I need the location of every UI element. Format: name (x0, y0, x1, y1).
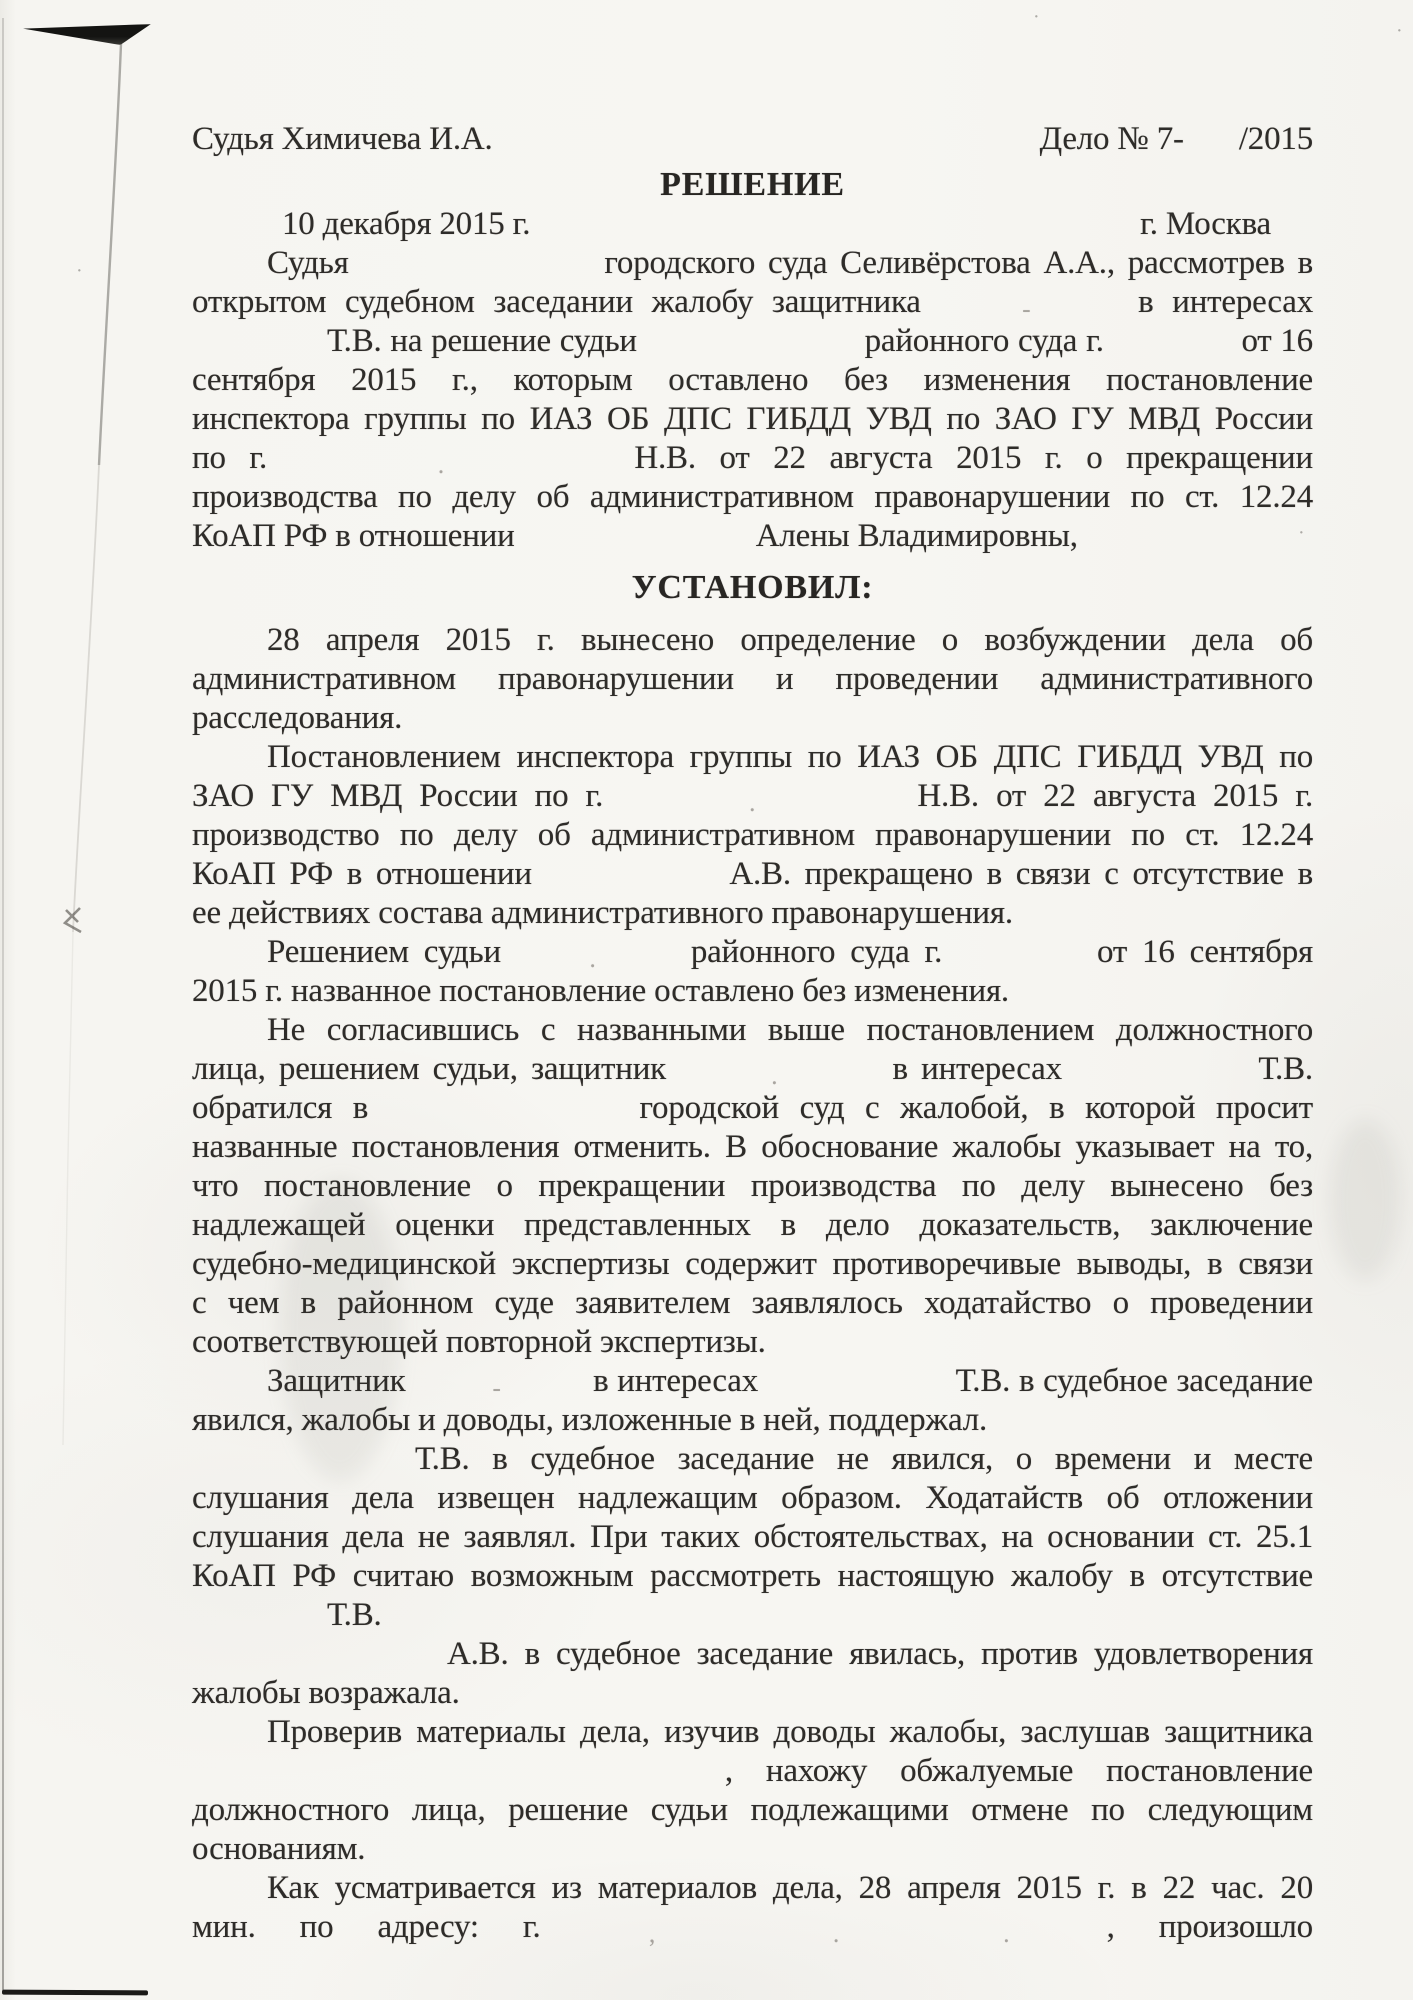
text-segment: районного суда г. (690, 934, 943, 970)
text-segment: КоАП РФ в отношении (192, 518, 515, 554)
text-segment: сентября 2015 г., которым оставлено без изменения постановление (192, 362, 1313, 398)
text-segment: жалобы возражала. (192, 1675, 460, 1711)
text-line (192, 1557, 1313, 1596)
text-segment: в интересах (593, 1363, 758, 1399)
scan-bottom-edge-artifact (2, 1990, 148, 1996)
text-segment: по г. (192, 440, 268, 476)
text-line (192, 1245, 1313, 1284)
text-line (192, 1206, 1313, 1245)
case-number-suffix: /2015 (1238, 121, 1313, 157)
text-segment: Н.В. от 22 августа 2015 г. о прекращении (634, 440, 1313, 476)
text-line (192, 1635, 1313, 1674)
text-segment: слушания дела не заявлял. При таких обстоятельствах, на основании ст. 25.1 (192, 1519, 1313, 1555)
text-segment: КоАП РФ считаю возможным рассмотреть настоящую жалобу в отсутствие (192, 1558, 1313, 1594)
text-segment: Постановлением инспектора группы по ИАЗ ОБ ДПС ГИБДД УВД по (267, 739, 1313, 775)
text-line (192, 361, 1313, 400)
text-line (192, 1596, 1313, 1635)
text-line (192, 283, 1313, 322)
redaction-gap (516, 946, 676, 973)
text-segment: инспектора группы по ИАЗ ОБ ДПС ГИБДД УВД по ЗАО ГУ МВД России (192, 401, 1313, 437)
redaction-mark: - (492, 1375, 501, 1402)
redaction-gap (1184, 147, 1239, 149)
paragraph (192, 1362, 1313, 1440)
resolution-heading: УСТАНОВИЛ: (631, 569, 874, 606)
redaction-gap (646, 349, 856, 351)
text-segment: с чем в районном суде заявителем заявлялось ходатайство о проведении (192, 1285, 1313, 1321)
decision-city: г. Москва (1140, 206, 1271, 242)
text-line (192, 738, 1313, 777)
text-line (192, 972, 1313, 1011)
text-segment: Алены Владимировны, (755, 518, 1078, 554)
paragraph (192, 1713, 1313, 1869)
paragraph (192, 738, 1313, 933)
text-segment: судебно-медицинской экспертизы содержит противоречивые выводы, в связи (192, 1246, 1313, 1282)
document-title: РЕШЕНИЕ (660, 166, 845, 203)
text-segment: явился, жалобы и доводы, изложенные в ней, поддержал. (192, 1402, 988, 1438)
text-line (192, 660, 1313, 699)
text-segment: открытом судебном заседании жалобу защитника (192, 284, 921, 320)
text-segment: соответствующей повторной экспертизы. (192, 1324, 766, 1360)
redaction-mark: . (771, 1063, 778, 1090)
paragraph (192, 621, 1313, 738)
redaction-mark: . (437, 452, 445, 479)
redaction-gap (1075, 1077, 1245, 1079)
text-segment: мин. по адресу: г. (192, 1909, 541, 1945)
redaction-gap (957, 960, 1082, 962)
redaction-gap (953, 1921, 1063, 1948)
redaction-gap (767, 1389, 947, 1391)
document (192, 120, 1313, 1947)
redaction-gap (389, 1116, 619, 1118)
redaction-gap (679, 1063, 879, 1090)
text-line (192, 1011, 1313, 1050)
document-body (192, 621, 1313, 1947)
text-line (192, 1089, 1313, 1128)
text-segment: Н.В. от 22 августа 2015 г. (917, 778, 1313, 814)
text-segment: названные постановления отменить. В обоснование жалобы указывает на то, (192, 1129, 1313, 1165)
text-segment: производство по делу об административном правонарушении по ст. 12.24 (192, 817, 1313, 853)
text-line (192, 1908, 1313, 1947)
text-segment: Защитник (267, 1363, 406, 1399)
text-line (192, 1869, 1313, 1908)
text-segment: что постановление о прекращении производства по делу вынесено без (192, 1168, 1313, 1204)
text-line (192, 1479, 1313, 1518)
text-line (192, 1128, 1313, 1167)
header-row (192, 120, 1313, 159)
paragraph (192, 1440, 1313, 1635)
scan-speck: · (1033, 6, 1040, 28)
text-segment: расследования. (192, 700, 403, 736)
text-line (192, 1323, 1313, 1362)
text-line (192, 621, 1313, 660)
redaction-gap (546, 882, 716, 884)
text-line (192, 855, 1313, 894)
scan-speck: · (76, 260, 83, 282)
redaction-mark: . (589, 946, 596, 973)
redaction-gap (523, 544, 748, 546)
scan-smudge-artifact (1330, 1120, 1400, 1280)
scan-left-edge-artifact (2, 18, 4, 1990)
text-line (192, 1752, 1313, 1791)
redaction-mark: . (749, 790, 756, 817)
text-segment: , нахожу обжалуемые постановление (724, 1753, 1313, 1789)
text-line (192, 1440, 1313, 1479)
corner-fold-artifact (23, 24, 151, 45)
text-segment: в интересах (892, 1051, 1062, 1087)
text-segment: Т.В. в судебное заседание не явился, о времени и месте (415, 1441, 1313, 1477)
redaction-gap (939, 296, 1119, 323)
redaction-mark: . (833, 1921, 840, 1948)
paragraph (192, 1011, 1313, 1362)
text-line (192, 244, 1313, 283)
text-line (192, 1674, 1313, 1713)
redaction-mark: , (648, 1921, 656, 1948)
text-segment: надлежащей оценки представленных в дело доказательств, заключение (192, 1207, 1313, 1243)
text-segment: должностного лица, решение судьи подлежащими отмене по следующим (192, 1792, 1313, 1828)
text-segment: , произошло (1106, 1909, 1313, 1945)
judge-name: Судья Химичева И.А. (192, 121, 493, 157)
text-segment: Как усматривается из материалов дела, 28 апреля 2015 г. в 22 час. 20 (267, 1870, 1313, 1906)
redaction-gap (1113, 349, 1233, 351)
text-segment: Решением судьи (267, 934, 501, 970)
text-segment: производства по делу об административном правонарушении по ст. 12.24 (192, 479, 1313, 515)
text-segment: от 16 (1241, 323, 1313, 359)
text-line (192, 1518, 1313, 1557)
redaction-gap (414, 1375, 584, 1402)
text-segment: городской суд с жалобой, в которой просит (639, 1090, 1313, 1126)
paragraph (192, 1635, 1313, 1713)
text-segment: Т.В. (327, 1597, 382, 1633)
text-segment: А.В. прекращено в связи с отсутствие в (729, 856, 1313, 892)
text-line (192, 1401, 1313, 1440)
redaction-gap (291, 452, 611, 479)
text-line (192, 1713, 1313, 1752)
text-segment: городского суда Селивёрстова А.А., рассмотрев в (604, 245, 1313, 281)
text-segment: А.В. в судебное заседание явилась, против удовлетворения (447, 1636, 1313, 1672)
text-line (192, 1284, 1313, 1323)
document-preamble (192, 244, 1313, 556)
text-segment: Т.В. на решение судьи (327, 323, 637, 359)
text-segment: обратился в (192, 1090, 369, 1126)
text-segment: от 16 сентября (1097, 934, 1313, 970)
text-line (192, 816, 1313, 855)
text-segment: административном правонарушении и проведении административного (192, 661, 1313, 697)
text-line (192, 1050, 1313, 1089)
text-segment: лица, решением судьи, защитник (192, 1051, 666, 1087)
text-segment: КоАП РФ в отношении (192, 856, 532, 892)
case-number-prefix: Дело № 7- (1039, 121, 1184, 157)
text-segment: районного суда г. (864, 323, 1104, 359)
dateline-row (192, 205, 1313, 244)
text-segment: Судья (267, 245, 349, 281)
text-segment: ее действиях состава административного правонарушения. (192, 895, 1013, 931)
text-segment: 2015 г. названное постановление оставлено без изменения. (192, 973, 1009, 1009)
redaction-mark: . (1003, 1921, 1010, 1948)
text-segment: основаниям. (192, 1831, 366, 1867)
text-line (192, 517, 1313, 556)
scan-speck: · (1396, 20, 1403, 42)
redaction-gap (620, 790, 900, 817)
paragraph (192, 933, 1313, 1011)
text-line (192, 699, 1313, 738)
text-line (192, 400, 1313, 439)
decision-date: 10 декабря 2015 г. (282, 206, 531, 242)
redaction-gap (585, 1921, 725, 1948)
text-line (192, 478, 1313, 517)
text-line (192, 439, 1313, 478)
paragraph (192, 1869, 1313, 1947)
redaction-mark: - (1022, 296, 1031, 323)
text-segment: в интересах (1138, 284, 1314, 320)
text-segment: 28 апреля 2015 г. вынесено определение о возбуждении дела об (267, 622, 1313, 658)
redaction-gap (192, 1779, 692, 1781)
text-line (192, 322, 1313, 361)
text-line (192, 1791, 1313, 1830)
text-line (192, 1167, 1313, 1206)
text-segment: ЗАО ГУ МВД России по г. (192, 778, 604, 814)
redaction-gap (362, 271, 592, 273)
text-segment: Т.В. (1258, 1051, 1313, 1087)
text-line (192, 933, 1313, 972)
text-line (192, 1362, 1313, 1401)
text-segment: Проверив материалы дела, изучив доводы жалобы, заслушав защитника (267, 1714, 1313, 1750)
text-segment: Не согласившись с названными выше постановлением должностного (267, 1012, 1313, 1048)
paragraph (192, 244, 1313, 556)
text-line (192, 894, 1313, 933)
case-number (1040, 120, 1313, 159)
text-line (192, 1830, 1313, 1869)
text-segment: Т.В. в судебное заседание (955, 1363, 1313, 1399)
scan-speck: · (1298, 522, 1305, 544)
text-line (192, 777, 1313, 816)
redaction-gap (769, 1921, 909, 1948)
text-segment: слушания дела извещен надлежащим образом. Ходатайств об отложении (192, 1480, 1313, 1516)
